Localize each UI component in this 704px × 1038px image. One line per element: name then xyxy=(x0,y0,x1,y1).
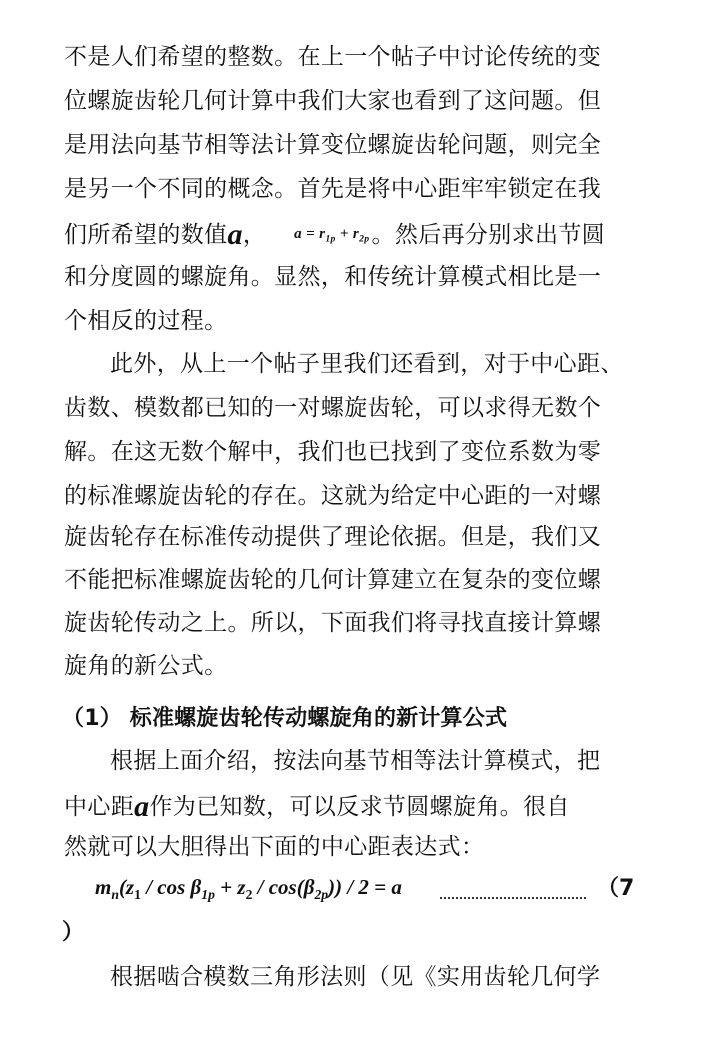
text-fragment: 作为已知数，可以反求节圆螺旋角。很自 xyxy=(149,794,570,820)
center-distance-formula: $a = r_{1p} + r_{2p}$ xyxy=(294,226,370,245)
text-fragment: 们所希望的数值 xyxy=(64,222,228,248)
section-heading: （1） 标准螺旋齿轮传动螺旋角的新计算公式 xyxy=(62,706,508,731)
text-line: 和分度圆的螺旋角。显然，和传统计算模式相比是一 xyxy=(64,264,602,290)
text-line: 是用法向基节相等法计算变位螺旋齿轮问题，则完全 xyxy=(64,132,602,158)
text-line: 根据啮合模数三角形法则（见《实用齿轮几何学 xyxy=(110,964,601,990)
dotted-leader xyxy=(440,897,586,899)
math-variable-a: a xyxy=(227,218,243,251)
text-line: 此外，从上一个帖子里我们还看到，对于中心距、 xyxy=(110,351,624,377)
text-line: 旋齿轮传动之上。所以，下面我们将寻找直接计算螺 xyxy=(64,610,602,636)
text-line: 然就可以大胆得出下面的中心距表达式： xyxy=(64,834,485,860)
text-fragment: 中心距 xyxy=(64,794,135,820)
text-line: 解。在这无数个解中，我们也已找到了变位系数为零 xyxy=(64,439,602,465)
text-line: 是另一个不同的概念。首先是将中心距牢牢锁定在我 xyxy=(64,176,602,202)
text-line: 不是人们希望的整数。在上一个帖子中讨论传统的变 xyxy=(64,44,602,70)
text-fragment: 。然后再分别求出节圆 xyxy=(371,222,606,248)
text-line-with-math xyxy=(64,790,570,823)
math-variable-a: a xyxy=(134,790,150,823)
text-line: 旋齿轮存在标准传动提供了理论依据。但是，我们又 xyxy=(64,524,602,550)
text-line-with-math xyxy=(64,218,606,251)
text-line: 齿数、模数都已知的一对螺旋齿轮，可以求得无数个 xyxy=(64,395,602,421)
text-fragment: ， xyxy=(242,222,267,248)
text-line: 个相反的过程。 xyxy=(64,308,228,334)
text-line: 不能把标准螺旋齿轮的几何计算建立在复杂的变位螺 xyxy=(64,567,602,593)
text-line: 根据上面介绍，按法向基节相等法计算模式，把 xyxy=(110,748,601,774)
equation-number: （7 xyxy=(597,876,635,901)
equation-number-close: ） xyxy=(62,920,85,945)
text-line: 的标准螺旋齿轮的存在。这就为给定中心距的一对螺 xyxy=(64,483,602,509)
text-line: 位螺旋齿轮几何计算中我们大家也看到了这问题。但 xyxy=(64,88,602,114)
text-line: 旋角的新公式。 xyxy=(64,653,228,679)
equation-7: $m_n(z_1 / \cos \beta_{1p} + z_2 / \cos(\beta_{2p})) / 2 = a$ xyxy=(95,875,402,902)
